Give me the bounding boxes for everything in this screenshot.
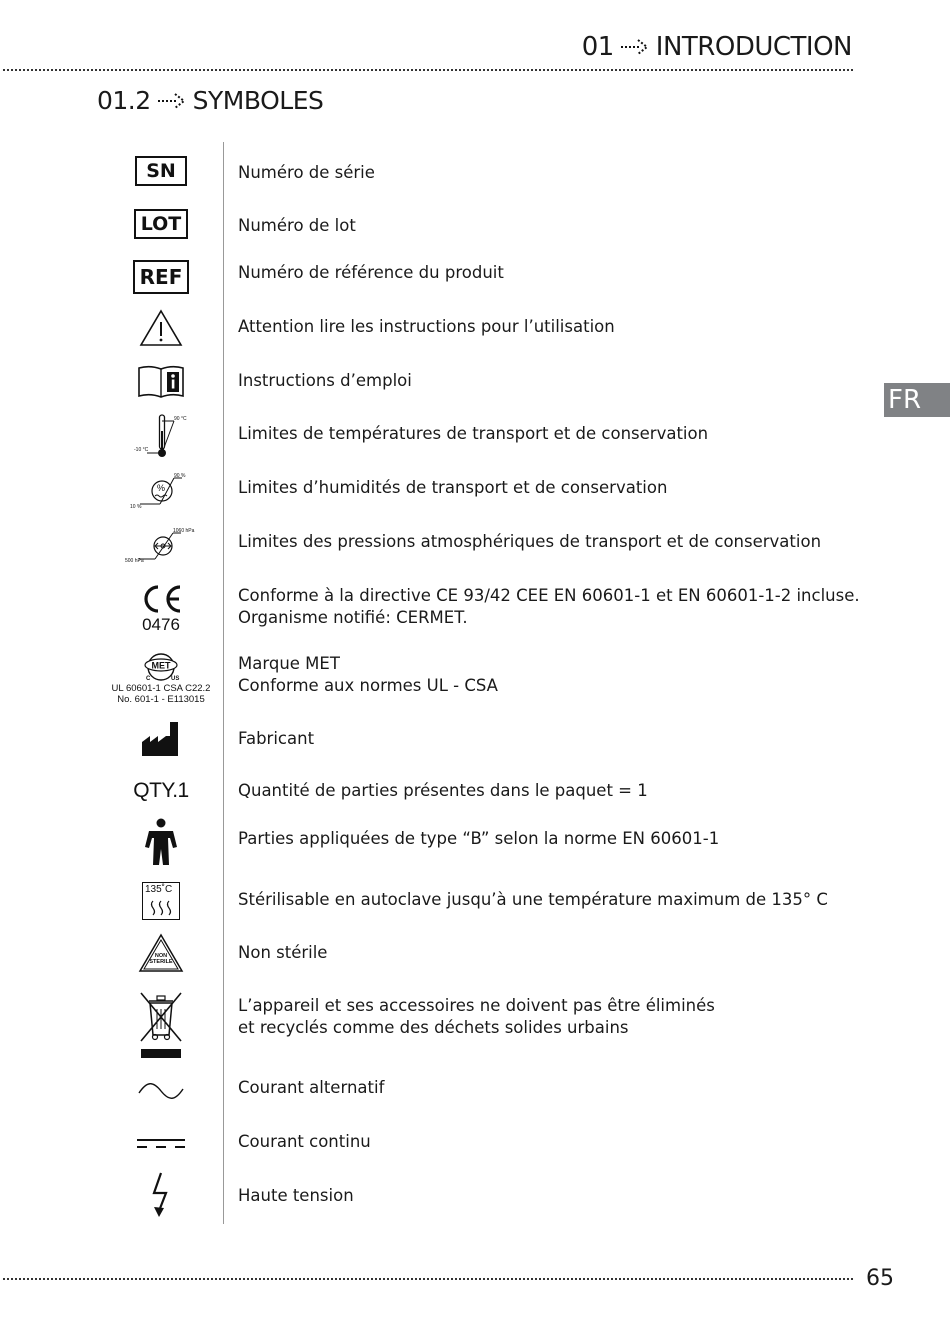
svg-text:US: US [171, 676, 180, 682]
section-number: 01.2 [97, 86, 151, 115]
symbol-description: Fabricant [238, 729, 315, 748]
alternating-current-icon [110, 1074, 212, 1108]
weee-crossed-bin-icon [110, 990, 212, 1062]
pressure-limit-icon [110, 524, 212, 566]
symbol-description: L’appareil et ses accessoires ne doivent pas être éliminés et recyclés comme des déchets solides urbains [238, 996, 715, 1037]
high-voltage-icon [110, 1170, 212, 1220]
symbol-description: Limites de températures de transport et de conservation [238, 424, 709, 443]
symbol-description: Attention lire les instructions pour l’utilisation [238, 317, 615, 336]
dotted-arrow-icon [157, 92, 187, 110]
svg-text:10 %: 10 % [130, 504, 142, 510]
svg-text:1060 hPa: 1060 hPa [173, 528, 195, 534]
symbol-description: Parties appliquées de type “B” selon la norme EN 60601-1 [238, 829, 720, 848]
symbol-description: Numéro de série [238, 163, 375, 182]
reference-number-icon: REF [110, 259, 212, 295]
notified-body-number: 0476 [142, 615, 180, 634]
svg-text:%: % [157, 483, 166, 493]
symbol-description: Instructions d’emploi [238, 371, 412, 390]
symbol-description: Limites d’humidités de transport et de conservation [238, 478, 668, 497]
chapter-title [582, 32, 852, 62]
type-b-applied-part-icon [110, 816, 212, 868]
humidity-limit-icon [110, 470, 212, 512]
symbol-description: Stérilisable en autoclave jusqu’à une température maximum de 135° C [238, 890, 828, 909]
non-sterile-icon: NON STERILE [110, 932, 212, 974]
quantity-icon: QTY.1 [133, 779, 189, 802]
symbol-description: Limites des pressions atmosphériques de transport et de conservation [238, 532, 822, 551]
symbol-description: Haute tension [238, 1186, 354, 1205]
warning-triangle-icon [110, 308, 212, 348]
symbol-description: Numéro de lot [238, 216, 356, 235]
footer-dotted-rule [3, 1278, 853, 1280]
met-mark-icon [110, 648, 212, 708]
header-dotted-rule [3, 69, 853, 71]
temperature-limit-icon [110, 412, 212, 462]
chapter-number: 01 [581, 32, 614, 62]
lot-number-icon: LOT [110, 207, 212, 241]
chapter-title-text: INTRODUCTION [655, 32, 852, 62]
manufacturer-icon [110, 718, 212, 760]
symbol-description: Quantité de parties présentes dans le paquet = 1 [238, 781, 648, 800]
direct-current-icon [110, 1128, 212, 1158]
autoclave-icon: 135˚C [110, 880, 212, 922]
svg-text:C: C [146, 676, 151, 682]
ce-mark-icon [110, 582, 212, 636]
symbol-description: Courant alternatif [238, 1078, 385, 1097]
language-tab: FR [884, 383, 950, 417]
symbol-description: Marque MET Conforme aux normes UL - CSA [238, 654, 498, 695]
symbol-description: Conforme à la directive CE 93/42 CEE EN 60601-1 et EN 60601-1-2 incluse. Organisme notifié: CERMET. [238, 586, 860, 627]
table-divider [223, 142, 224, 1224]
section-title [97, 86, 323, 115]
svg-text:90 °C: 90 °C [174, 416, 187, 422]
svg-text:90 %: 90 % [174, 473, 186, 479]
serial-number-icon: SN [110, 154, 212, 188]
symbol-description: Courant continu [238, 1132, 371, 1151]
svg-text:MET: MET [151, 660, 171, 671]
page-number: 65 [866, 1266, 894, 1291]
svg-text:500 hPa: 500 hPa [125, 558, 144, 564]
instructions-manual-icon [110, 362, 212, 400]
symbol-description: Numéro de référence du produit [238, 263, 504, 282]
met-certification-text: UL 60601-1 CSA C22.2 No. 601-1 - E113015 [111, 683, 211, 705]
dotted-arrow-icon [620, 38, 650, 56]
symbol-description: Non stérile [238, 943, 328, 962]
section-title-text: SYMBOLES [192, 86, 324, 115]
svg-text:-10 °C: -10 °C [134, 447, 149, 453]
